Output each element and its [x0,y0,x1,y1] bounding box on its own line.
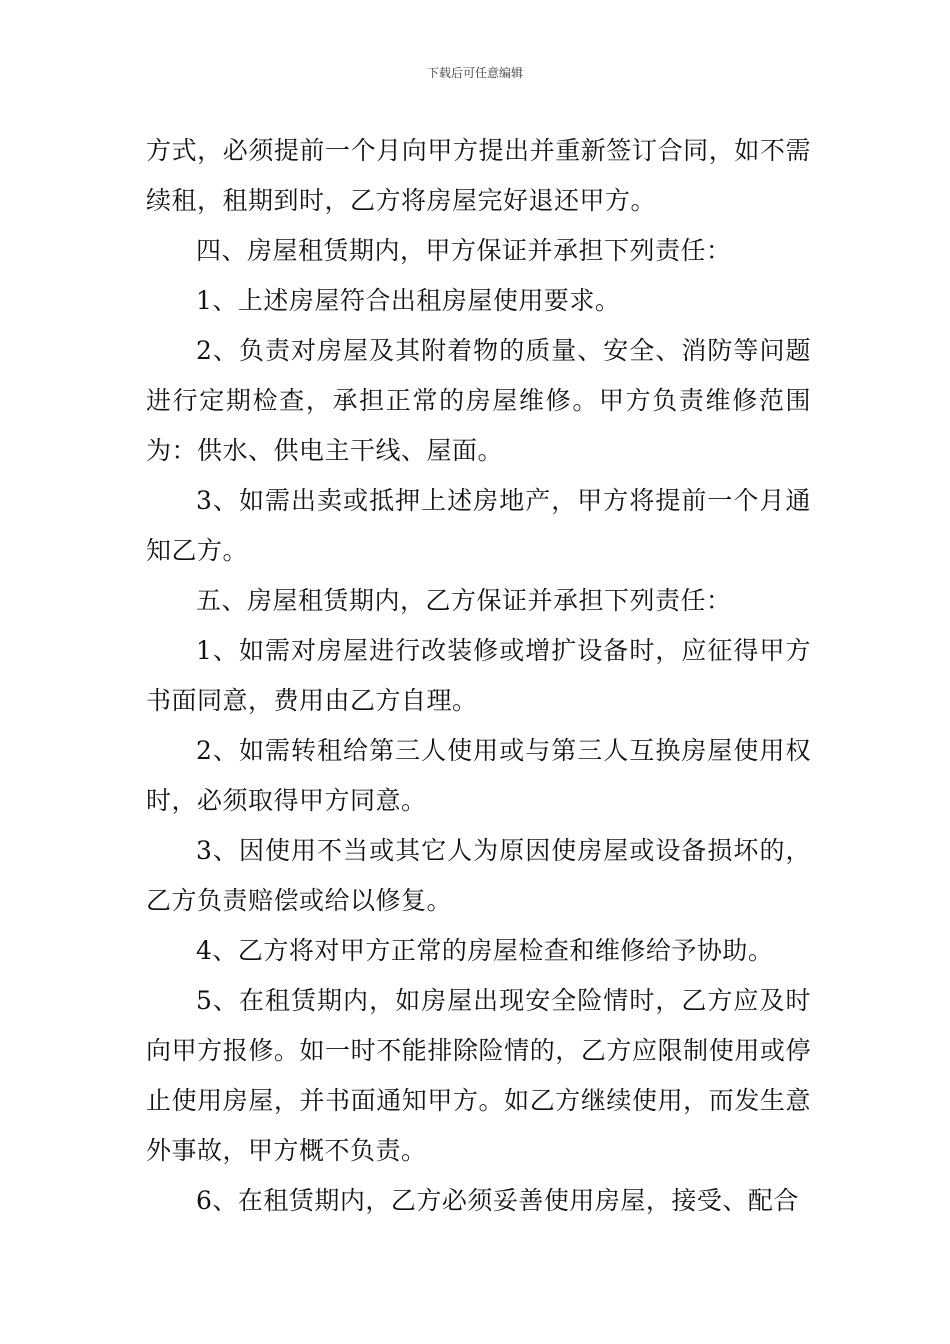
landlord-duty-3: 3、如需出卖或抵押上述房地产，甲方将提前一个月通知乙方。 [146,486,811,565]
paragraph-continuation: 方式，必须提前一个月向甲方提出并重新签订合同，如不需续租，租期到时，乙方将房屋完好退还甲方。 [146,136,811,215]
landlord-duty-2: 2、负责对房屋及其附着物的质量、安全、消防等问题进行定期检查，承担正常的房屋维修。甲方负责维修范围为：供水、供电主干线、屋面。 [146,336,811,465]
tenant-duty-1: 1、如需对房屋进行改装修或增扩设备时，应征得甲方书面同意，费用由乙方自理。 [146,636,811,715]
tenant-duty-4: 4、乙方将对甲方正常的房屋检查和维修给予协助。 [196,936,774,965]
tenant-duty-3: 3、因使用不当或其它人为原因使房屋或设备损坏的，乙方负责赔偿或给以修复。 [146,836,811,915]
section-heading-tenant-duties: 五、房屋租赁期内，乙方保证并承担下列责任： [196,586,732,615]
tenant-duty-2: 2、如需转租给第三人使用或与第三人互换房屋使用权时，必须取得甲方同意。 [146,736,811,815]
section-heading-landlord-duties: 四、房屋租赁期内，甲方保证并承担下列责任： [196,236,732,265]
page-header: 下载后可任意编辑 [426,66,523,80]
tenant-duty-6: 6、在租赁期内，乙方必须妥善使用房屋，接受、配合 [196,1186,799,1215]
document-body [146,126,811,1226]
tenant-duty-5: 5、在租赁期内，如房屋出现安全险情时，乙方应及时向甲方报修。如一时不能排除险情的，乙方应限制使用或停止使用房屋，并书面通知甲方。如乙方继续使用，而发生意外事故，甲方概不负责。 [146,986,811,1165]
landlord-duty-1: 1、上述房屋符合出租房屋使用要求。 [196,286,621,315]
